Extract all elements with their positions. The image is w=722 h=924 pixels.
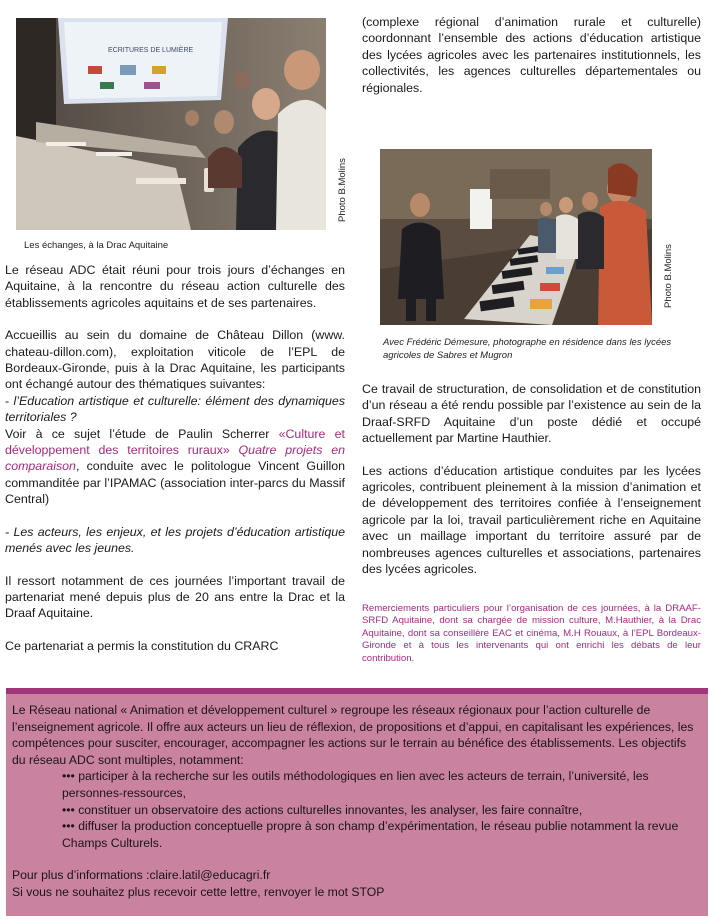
meeting-photo-illustration [16,18,326,230]
photo-caption-2: Avec Frédéric Démesure, photographe en résidence dans les lycées agricoles de Sabres et Mugron [383,337,672,361]
objective-text: diffuser la production conceptuelle propre à son champ d’expérimentation, le réseau publie notamment la revue Champs Culturels. [62,819,679,850]
left-paragraph-4: Ce partenariat a permis la constitution du CRARC [5,638,279,653]
acknowledgements: Remerciements particuliers pour l’organisation de ces journées, à la DRAAF-SRFD Aquitaine, dont sa chargée de mission culture, M.Hauthier, à la Drac Aquitaine, dont sa conseillère EAC et cinéma, M.H Rouaux, à l’EPL Bordeaux-Gironde et à tous les intervenants qui ont enrichi les débats de leur contribution. [362,603,701,664]
right-column-bottom [362,381,701,593]
left-paragraph-2: Accueillis au sein du domaine de Château Dillon (www. chateau-dillon.com), exploitation viticole de l’EPL de Bordeaux-Gironde, puis à la Drac Aquitaine, les participants ont échangé autour des thématiques suivantes: [5,328,345,392]
network-info-banner [6,688,708,916]
photo-credit-2: Photo B.Molins [663,244,674,308]
banner-intro: Le Réseau national « Animation et développement culturel » regroupe les réseaux régionaux pour l’action culturelle de l’enseignement agricole. Il offre aux acteurs un lieu de réflexion, de propositions et d’appui, en capitalisant les expériences, les compétences pour susciter, encourager, accompagner les actions sur le terrain au bénéfice des établissements. Les objectifs du réseau ADC sont multiples, notamment: [12,703,694,767]
left-column [5,262,345,670]
bullet-icon: ••• [62,819,79,834]
theme-1-dash: - [5,393,14,408]
contact-line: Pour plus d’informations :claire.latil@educagri.fr [12,868,271,883]
objective-item [12,802,702,819]
theme-1 [5,393,345,426]
meeting-photo [16,18,326,230]
screen-slide-title: ECRITURES DE LUMIÈRE [108,47,194,54]
bullet-icon: ••• [62,802,79,817]
left-paragraph-3: Il ressort notamment de ces journées l’important travail de partenariat mené depuis plus de 20 ans entre la Drac et la Draaf Aquitaine. [5,573,345,621]
unsubscribe-line: Si vous ne souhaitez plus recevoir cette lettre, renvoyer le mot STOP [12,884,385,899]
theme-1-title: l’Education artistique et culturelle [13,393,198,408]
photo-credit-1: Photo B.Molins [337,158,348,222]
banner-content [12,702,702,901]
right-paragraph-3: Les actions d’éducation artistique conduites par les lycées agricoles, contribuent pleinement à la mission d’animation et de développement des territoires confiée à l’enseignement agricole par la loi, travail particulièrement riche en Aquitaine avec un maillage important du territoire assuré par de nombreuses agences culturelles et associations, partenaires des lycées agricoles. [362,463,701,577]
left-paragraph-1: Le réseau ADC était réuni pour trois jours d’échanges en Aquitaine, à la rencontre du réseau action culturelle des établissements agricoles aquitains et de ses partenaires. [5,263,345,310]
objective-text: constituer un observatoire des actions culturelles innovantes, les analyser, les faire connaître, [78,802,583,817]
exhibition-photo [380,149,652,325]
bullet-icon: ••• [62,769,79,784]
right-column-top [362,14,701,112]
study-intro: Voir à ce sujet l’étude de Paulin Scherrer [5,426,279,441]
right-paragraph-1: (complexe régional d’animation rurale et culturelle) coordonnant l’ensemble des actions d’éducation artistique des lycées agricoles avec les partenaires institutionnels, les collectivités, les agences culturelles départementales ou régionales. [362,15,701,95]
right-paragraph-2: Ce travail de structuration, de consolidation et de constitution d’un réseau a été rendu possible par l’existence au sein de la Draaf-SRFD Aquitaine d’un poste dédié et occupé actuellement par Martine Hauthier. [362,382,701,446]
theme-1-rest: : élément des dynamiques territoriales ? [5,393,346,425]
study-subtitle: Quatre projets en comparaison [5,443,345,474]
objective-text: participer à la recherche sur les outils méthodologiques en lien avec les acteurs de terrain, l’université, les personnes-ressources, [62,769,649,800]
theme-2: - Les acteurs, les enjeux, et les projets d’éducation artistique menés avec les jeunes. [5,524,345,556]
study-reference [5,426,345,508]
exhibition-photo-illustration [380,149,652,325]
objective-item [12,818,702,851]
photo-caption-1: Les échanges, à la Drac Aquitaine [24,240,169,251]
study-rest: , conduite avec le politologue Vincent Guillon commanditée par l’IPAMAC (association inter-parcs du Massif Central) [5,459,345,507]
objective-item [12,768,702,801]
study-title: «Culture et développement des territoires ruraux» [5,426,345,458]
